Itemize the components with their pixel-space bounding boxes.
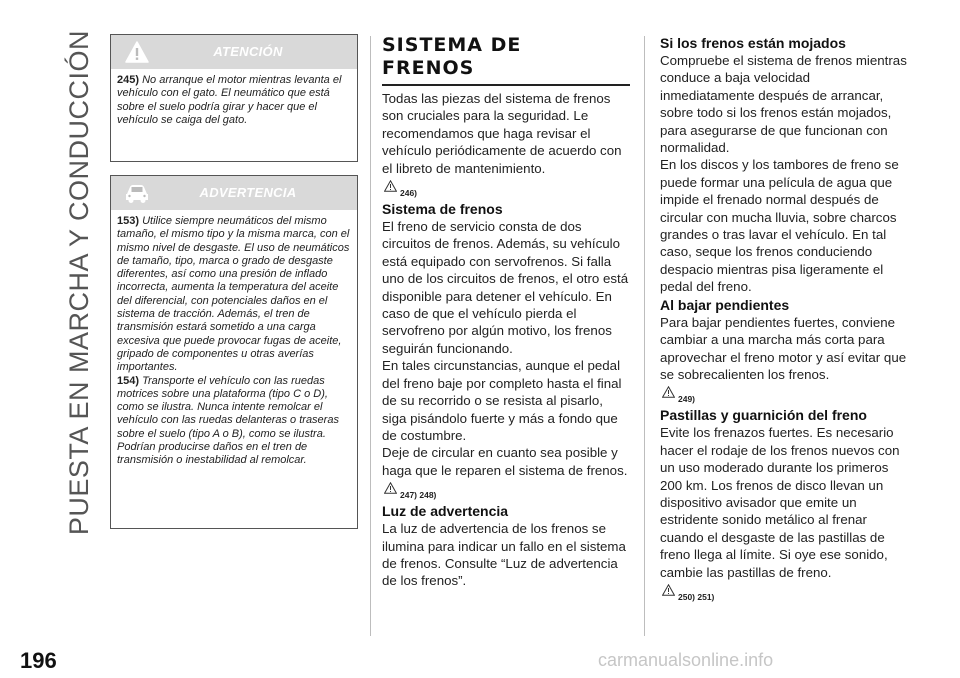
paragraph: Evite los frenazos fuertes. Es necesario hacer el rodaje de los frenos nuevos con un uso moderado durante los primeros 200 km. Los frenos de disco llevan un dispositivo avisador que emite un estridente sonido metálico al frenar cuando el desgaste de las pastillas de freno llega al límite. Si oye ese sonido, cambie las pastillas de freno. bbox=[660, 425, 900, 580]
warning-triangle-icon bbox=[662, 386, 675, 398]
item-text: Utilice siempre neumáticos del mismo tamaño, el mismo tipo y la misma marca, con el mismo nivel de desgaste. El uso de neumáticos de tamaño, tipo, marca o grado de desgaste diferentes, así como una presión de inflado incorrecta, aumenta la temperatura del aceite del diferencial, con potenciales daños en el sistema de tracción. Además, el tren de transmisión estará sometido a una carga excesiva que puede provocar fugas de aceite, gripado de componentes u otras averías importantes. bbox=[117, 215, 350, 374]
cross-reference: 246) bbox=[384, 180, 630, 200]
brakes-column-continued bbox=[660, 34, 908, 604]
warning-triangle-icon bbox=[662, 584, 675, 596]
paragraph: En los discos y los tambores de freno se puede formar una película de agua que impide el frenado normal después de circular con mucha lluvia, sobre charcos grandes o tras lavar el vehículo. En tal caso, seque los frenos conduciendo despacio mientras pisa ligeramente el pedal del freno. bbox=[660, 157, 899, 295]
subheading: Sistema de frenos bbox=[382, 201, 503, 218]
intro-paragraph: Todas las piezas del sistema de frenos son cruciales para la seguridad. Le recomendamos que haga revisar el vehículo periódicamente de acuerdo con el libreto de mantenimiento. bbox=[382, 91, 622, 176]
section-title: SISTEMA DE FRENOS bbox=[382, 34, 630, 86]
warning-triangle-icon bbox=[384, 482, 397, 494]
warning-item bbox=[117, 375, 351, 468]
warning-box-header bbox=[111, 176, 357, 210]
cross-reference: 247) 248) bbox=[384, 482, 630, 502]
paragraph: Compruebe el sistema de frenos mientras conduce a baja velocidad inmediatamente después de arrancar, sobre todo si los frenos están mojados, para asegurarse de que funcionan con normalidad. bbox=[660, 53, 907, 156]
paragraph: El freno de servicio consta de dos circuitos de frenos. Además, su vehículo está equipado con servofrenos. Si falla uno de los circuitos de frenos, el otro está disponible para detener el vehículo. En caso de que el vehículo pierda el servofreno por algún motivo, los frenos seguirán funcionando. bbox=[382, 219, 629, 356]
item-text: Transporte el vehículo con las ruedas motrices sobre una plataforma (tipo C o D), como se ilustra. Nunca intente remolcar el vehículo con las ruedas delanteras o traseras sobre el suelo (tipo A o B), como se ilustra. Podrían producirse daños en el tren de transmisión o inestabilidad al remolcar. bbox=[117, 374, 339, 467]
cross-reference: 250) 251) bbox=[662, 584, 908, 604]
item-number: 154) bbox=[117, 374, 140, 387]
paragraph: Para bajar pendientes fuertes, conviene cambiar a una marcha más corta para aprovechar el freno motor y así evitar que se sobrecalienten los frenos. bbox=[660, 314, 907, 382]
chapter-title: PUESTA EN MARCHA Y CONDUCCIÓN bbox=[63, 30, 94, 536]
item-text: No arranque el motor mientras levanta el vehículo con el gato. El neumático que está sobre el suelo podría girar y hacer que el vehículo se caiga del gato. bbox=[117, 74, 342, 126]
watermark: carmanualsonline.info bbox=[598, 650, 774, 670]
brakes-column bbox=[382, 34, 630, 590]
paragraph: La luz de advertencia de los frenos se ilumina para indicar un fallo en el sistema de frenos. Consulte “Luz de advertencia de los frenos”. bbox=[382, 521, 626, 589]
attention-title: ATENCIÓN bbox=[213, 44, 283, 59]
warning-item bbox=[117, 215, 351, 375]
attention-item bbox=[117, 74, 351, 127]
item-number: 153) bbox=[117, 215, 140, 227]
item-number: 245) bbox=[117, 74, 140, 86]
subheading: Pastillas y guarnición del freno bbox=[660, 407, 867, 424]
warning-box bbox=[110, 175, 358, 529]
page-number: 196 bbox=[20, 648, 57, 673]
subheading: Al bajar pendientes bbox=[660, 296, 790, 313]
subheading: Si los frenos están mojados bbox=[660, 35, 846, 51]
warning-title: ADVERTENCIA bbox=[199, 185, 297, 200]
subheading: Luz de advertencia bbox=[382, 503, 509, 520]
attention-box-body bbox=[111, 69, 357, 133]
cross-reference: 249) bbox=[662, 386, 908, 406]
paragraph: Deje de circular en cuanto sea posible y haga que le reparen el sistema de frenos. bbox=[382, 445, 628, 478]
column-divider bbox=[370, 36, 371, 636]
column-divider bbox=[644, 36, 645, 636]
attention-box bbox=[110, 34, 358, 162]
warning-triangle-icon bbox=[384, 180, 397, 192]
warning-box-body bbox=[111, 210, 357, 474]
attention-box-header bbox=[111, 35, 357, 69]
paragraph: En tales circunstancias, aunque el pedal del freno baje por completo hasta el final de su recorrido o se resista al pisarlo, siga pisándolo fuerte y más a fondo que de costumbre. bbox=[382, 358, 622, 443]
